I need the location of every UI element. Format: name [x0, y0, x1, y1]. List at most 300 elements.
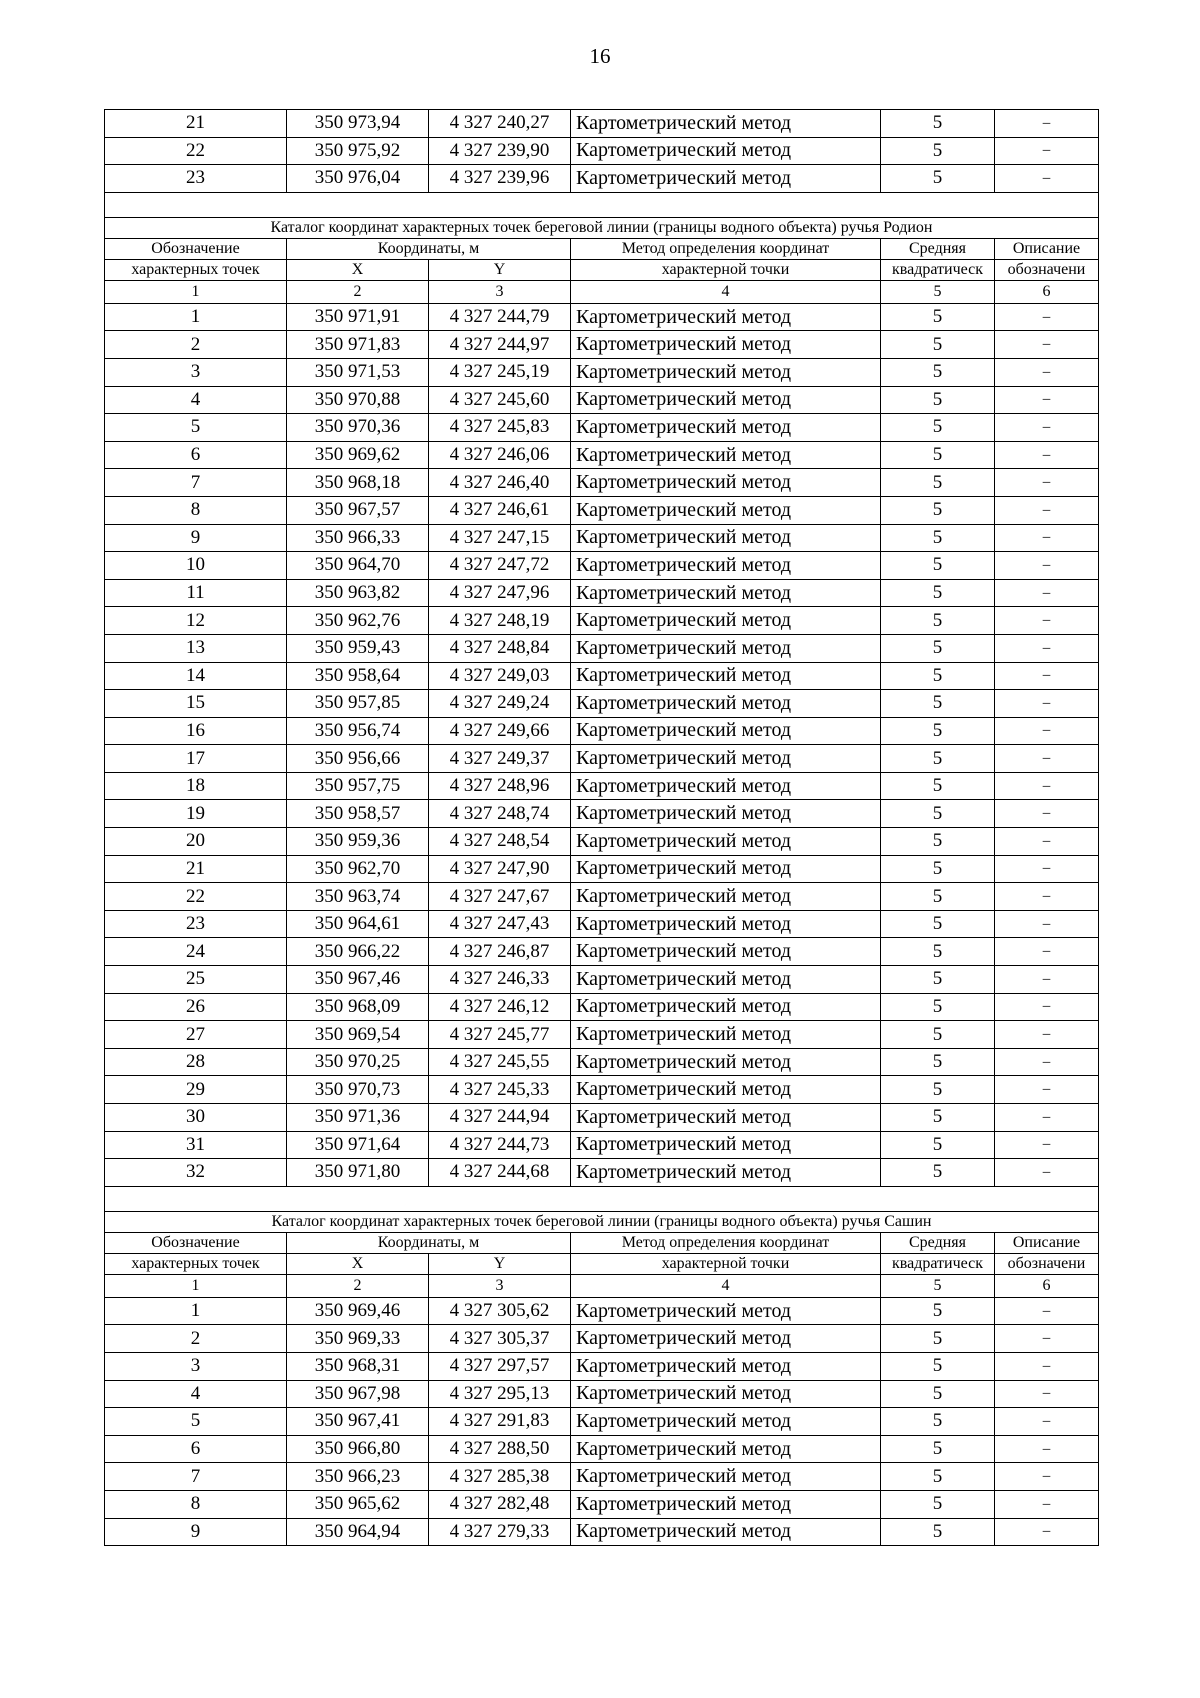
column-number: 4: [571, 1274, 881, 1297]
description-cell: –: [995, 1131, 1099, 1159]
table-row: [105, 137, 1099, 165]
method-cell: Картометрический метод: [571, 165, 881, 193]
header-accuracy: Средняя: [881, 1232, 995, 1253]
coordinate-x: 350 969,62: [287, 441, 429, 469]
point-number: 10: [105, 552, 287, 580]
coordinate-x: 350 968,18: [287, 469, 429, 497]
accuracy-cell: 5: [881, 1076, 995, 1104]
description-cell: –: [995, 1408, 1099, 1436]
description-cell: –: [995, 386, 1099, 414]
accuracy-cell: 5: [881, 607, 995, 635]
accuracy-cell: 5: [881, 110, 995, 138]
method-cell: Картометрический метод: [571, 966, 881, 994]
coordinate-x: 350 962,70: [287, 855, 429, 883]
table-row: [105, 690, 1099, 718]
table-row: [105, 1325, 1099, 1353]
description-cell: –: [995, 607, 1099, 635]
spacer-cell: [105, 1186, 1099, 1211]
coordinate-x: 350 964,94: [287, 1518, 429, 1546]
point-number: 30: [105, 1104, 287, 1132]
point-number: 14: [105, 662, 287, 690]
description-cell: –: [995, 828, 1099, 856]
accuracy-cell: 5: [881, 1490, 995, 1518]
table-row: [105, 1131, 1099, 1159]
method-cell: Картометрический метод: [571, 579, 881, 607]
table-row: [105, 441, 1099, 469]
coordinate-x: 350 968,09: [287, 993, 429, 1021]
method-cell: Картометрический метод: [571, 1463, 881, 1491]
table-row: [105, 1490, 1099, 1518]
coordinate-x: 350 964,61: [287, 910, 429, 938]
header-x: X: [287, 259, 429, 280]
table-row: [105, 993, 1099, 1021]
coordinate-y: 4 327 248,96: [429, 772, 571, 800]
column-number: 5: [881, 280, 995, 303]
description-cell: –: [995, 634, 1099, 662]
table-row: [105, 1463, 1099, 1491]
point-number: 22: [105, 137, 287, 165]
coordinate-x: 350 970,73: [287, 1076, 429, 1104]
method-cell: Картометрический метод: [571, 883, 881, 911]
method-cell: Картометрический метод: [571, 690, 881, 718]
accuracy-cell: 5: [881, 1352, 995, 1380]
coordinate-y: 4 327 249,03: [429, 662, 571, 690]
column-number: 2: [287, 280, 429, 303]
coordinate-y: 4 327 245,60: [429, 386, 571, 414]
coordinate-y: 4 327 285,38: [429, 1463, 571, 1491]
description-cell: –: [995, 855, 1099, 883]
accuracy-cell: 5: [881, 1380, 995, 1408]
table-row: [105, 1408, 1099, 1436]
point-number: 32: [105, 1159, 287, 1187]
point-number: 6: [105, 441, 287, 469]
table-row: [105, 1048, 1099, 1076]
accuracy-cell: 5: [881, 386, 995, 414]
column-number: 4: [571, 280, 881, 303]
method-cell: Картометрический метод: [571, 524, 881, 552]
section-title: Каталог координат характерных точек береговой линии (границы водного объекта) ручья Сашин: [105, 1211, 1099, 1232]
header-description: Описание: [995, 1232, 1099, 1253]
method-cell: Картометрический метод: [571, 993, 881, 1021]
coordinate-y: 4 327 248,74: [429, 800, 571, 828]
coordinate-x: 350 971,80: [287, 1159, 429, 1187]
description-cell: –: [995, 1435, 1099, 1463]
coordinate-y: 4 327 239,96: [429, 165, 571, 193]
coordinate-y: 4 327 247,96: [429, 579, 571, 607]
accuracy-cell: 5: [881, 1408, 995, 1436]
point-number: 18: [105, 772, 287, 800]
accuracy-cell: 5: [881, 1435, 995, 1463]
coordinate-x: 350 959,36: [287, 828, 429, 856]
table-row: [105, 496, 1099, 524]
point-number: 23: [105, 165, 287, 193]
point-number: 19: [105, 800, 287, 828]
page-number: 16: [589, 44, 611, 68]
accuracy-cell: 5: [881, 883, 995, 911]
point-number: 9: [105, 524, 287, 552]
accuracy-cell: 5: [881, 1159, 995, 1187]
coordinate-x: 350 970,88: [287, 386, 429, 414]
method-cell: Картометрический метод: [571, 662, 881, 690]
coordinate-x: 350 970,25: [287, 1048, 429, 1076]
column-number: 3: [429, 280, 571, 303]
coordinate-y: 4 327 245,33: [429, 1076, 571, 1104]
table-row: [105, 772, 1099, 800]
table-row: [105, 1435, 1099, 1463]
method-cell: Картометрический метод: [571, 441, 881, 469]
method-cell: Картометрический метод: [571, 386, 881, 414]
coordinate-x: 350 967,98: [287, 1380, 429, 1408]
coordinate-y: 4 327 246,33: [429, 966, 571, 994]
point-number: 31: [105, 1131, 287, 1159]
method-cell: Картометрический метод: [571, 1408, 881, 1436]
coordinate-y: 4 327 305,37: [429, 1325, 571, 1353]
coordinates-table: [104, 109, 1099, 1546]
description-cell: –: [995, 331, 1099, 359]
coordinate-y: 4 327 244,97: [429, 331, 571, 359]
coordinate-x: 350 956,66: [287, 745, 429, 773]
point-number: 3: [105, 358, 287, 386]
header-y: Y: [429, 1253, 571, 1274]
accuracy-cell: 5: [881, 717, 995, 745]
method-cell: Картометрический метод: [571, 828, 881, 856]
coordinate-x: 350 958,57: [287, 800, 429, 828]
accuracy-cell: 5: [881, 800, 995, 828]
accuracy-cell: 5: [881, 524, 995, 552]
method-cell: Картометрический метод: [571, 331, 881, 359]
description-cell: –: [995, 1518, 1099, 1546]
point-number: 6: [105, 1435, 287, 1463]
description-cell: –: [995, 662, 1099, 690]
accuracy-cell: 5: [881, 358, 995, 386]
coordinate-y: 4 327 245,55: [429, 1048, 571, 1076]
table-row: [105, 331, 1099, 359]
coordinate-y: 4 327 246,87: [429, 938, 571, 966]
method-cell: Картометрический метод: [571, 137, 881, 165]
accuracy-cell: 5: [881, 1463, 995, 1491]
description-cell: –: [995, 966, 1099, 994]
header-designation-2: характерных точек: [105, 259, 287, 280]
accuracy-cell: 5: [881, 1518, 995, 1546]
accuracy-cell: 5: [881, 552, 995, 580]
method-cell: Картометрический метод: [571, 496, 881, 524]
point-number: 12: [105, 607, 287, 635]
section-spacer: [105, 1186, 1099, 1211]
table-row: [105, 469, 1099, 497]
header-designation: Обозначение: [105, 238, 287, 259]
column-number: 1: [105, 280, 287, 303]
coordinate-x: 350 969,33: [287, 1325, 429, 1353]
header-designation-2: характерных точек: [105, 1253, 287, 1274]
header-description: Описание: [995, 238, 1099, 259]
description-cell: –: [995, 1352, 1099, 1380]
point-number: 1: [105, 303, 287, 331]
coordinate-y: 4 327 244,73: [429, 1131, 571, 1159]
point-number: 24: [105, 938, 287, 966]
method-cell: Картометрический метод: [571, 1048, 881, 1076]
coordinate-y: 4 327 246,40: [429, 469, 571, 497]
table-row: [105, 662, 1099, 690]
description-cell: –: [995, 717, 1099, 745]
accuracy-cell: 5: [881, 414, 995, 442]
description-cell: –: [995, 303, 1099, 331]
point-number: 7: [105, 469, 287, 497]
table-row: [105, 552, 1099, 580]
accuracy-cell: 5: [881, 772, 995, 800]
description-cell: –: [995, 137, 1099, 165]
accuracy-cell: 5: [881, 745, 995, 773]
header-row: [105, 259, 1099, 280]
coordinate-x: 350 963,74: [287, 883, 429, 911]
method-cell: Картометрический метод: [571, 1159, 881, 1187]
header-method-2: характерной точки: [571, 1253, 881, 1274]
point-number: 26: [105, 993, 287, 1021]
method-cell: Картометрический метод: [571, 1104, 881, 1132]
method-cell: Картометрический метод: [571, 1518, 881, 1546]
coordinate-y: 4 327 249,24: [429, 690, 571, 718]
point-number: 7: [105, 1463, 287, 1491]
coordinate-x: 350 971,64: [287, 1131, 429, 1159]
method-cell: Картометрический метод: [571, 745, 881, 773]
table-row: [105, 303, 1099, 331]
coordinate-y: 4 327 246,12: [429, 993, 571, 1021]
description-cell: –: [995, 1159, 1099, 1187]
accuracy-cell: 5: [881, 469, 995, 497]
method-cell: Картометрический метод: [571, 1490, 881, 1518]
table-row: [105, 1159, 1099, 1187]
description-cell: –: [995, 441, 1099, 469]
coordinate-y: 4 327 247,43: [429, 910, 571, 938]
spacer-cell: [105, 192, 1099, 217]
accuracy-cell: 5: [881, 579, 995, 607]
coordinate-y: 4 327 248,19: [429, 607, 571, 635]
coordinate-y: 4 327 248,84: [429, 634, 571, 662]
table-row: [105, 938, 1099, 966]
table-row: [105, 1297, 1099, 1325]
method-cell: Картометрический метод: [571, 800, 881, 828]
header-row: [105, 238, 1099, 259]
coordinate-y: 4 327 245,19: [429, 358, 571, 386]
coordinate-y: 4 327 239,90: [429, 137, 571, 165]
method-cell: Картометрический метод: [571, 607, 881, 635]
section-spacer: [105, 192, 1099, 217]
table-row: [105, 855, 1099, 883]
accuracy-cell: 5: [881, 303, 995, 331]
point-number: 9: [105, 1518, 287, 1546]
point-number: 5: [105, 1408, 287, 1436]
table-row: [105, 883, 1099, 911]
description-cell: –: [995, 690, 1099, 718]
method-cell: Картометрический метод: [571, 1297, 881, 1325]
point-number: 4: [105, 386, 287, 414]
description-cell: –: [995, 1076, 1099, 1104]
coordinate-x: 350 971,83: [287, 331, 429, 359]
description-cell: –: [995, 552, 1099, 580]
method-cell: Картометрический метод: [571, 1352, 881, 1380]
header-x: X: [287, 1253, 429, 1274]
column-number: 6: [995, 280, 1099, 303]
description-cell: –: [995, 165, 1099, 193]
coordinate-x: 350 962,76: [287, 607, 429, 635]
coordinate-x: 350 971,53: [287, 358, 429, 386]
header-description-2: обозначени: [995, 259, 1099, 280]
table-row: [105, 1380, 1099, 1408]
table-row: [105, 579, 1099, 607]
coordinate-x: 350 959,43: [287, 634, 429, 662]
point-number: 29: [105, 1076, 287, 1104]
coordinate-x: 350 975,92: [287, 137, 429, 165]
method-cell: Картометрический метод: [571, 358, 881, 386]
header-coordinates: Координаты, м: [287, 1232, 571, 1253]
method-cell: Картометрический метод: [571, 552, 881, 580]
method-cell: Картометрический метод: [571, 772, 881, 800]
header-row: [105, 1253, 1099, 1274]
description-cell: –: [995, 579, 1099, 607]
point-number: 22: [105, 883, 287, 911]
table-row: [105, 414, 1099, 442]
method-cell: Картометрический метод: [571, 634, 881, 662]
point-number: 20: [105, 828, 287, 856]
table-row: [105, 524, 1099, 552]
table-row: [105, 828, 1099, 856]
table-row: [105, 966, 1099, 994]
description-cell: –: [995, 469, 1099, 497]
coordinate-x: 350 957,85: [287, 690, 429, 718]
description-cell: –: [995, 883, 1099, 911]
description-cell: –: [995, 1048, 1099, 1076]
column-number: 5: [881, 1274, 995, 1297]
table-row: [105, 1352, 1099, 1380]
accuracy-cell: 5: [881, 1104, 995, 1132]
description-cell: –: [995, 1325, 1099, 1353]
method-cell: Картометрический метод: [571, 1435, 881, 1463]
method-cell: Картометрический метод: [571, 910, 881, 938]
description-cell: –: [995, 745, 1099, 773]
coordinate-y: 4 327 282,48: [429, 1490, 571, 1518]
method-cell: Картометрический метод: [571, 1021, 881, 1049]
section-title: Каталог координат характерных точек береговой линии (границы водного объекта) ручья Родион: [105, 217, 1099, 238]
coordinate-y: 4 327 245,83: [429, 414, 571, 442]
header-method-2: характерной точки: [571, 259, 881, 280]
coordinate-x: 350 956,74: [287, 717, 429, 745]
coordinate-y: 4 327 246,06: [429, 441, 571, 469]
header-y: Y: [429, 259, 571, 280]
column-number: 3: [429, 1274, 571, 1297]
accuracy-cell: 5: [881, 855, 995, 883]
method-cell: Картометрический метод: [571, 110, 881, 138]
accuracy-cell: 5: [881, 690, 995, 718]
point-number: 11: [105, 579, 287, 607]
table-row: [105, 717, 1099, 745]
point-number: 16: [105, 717, 287, 745]
accuracy-cell: 5: [881, 1048, 995, 1076]
point-number: 17: [105, 745, 287, 773]
column-number: 2: [287, 1274, 429, 1297]
description-cell: –: [995, 1490, 1099, 1518]
section-title-row: [105, 1211, 1099, 1232]
description-cell: –: [995, 1297, 1099, 1325]
coordinate-y: 4 327 248,54: [429, 828, 571, 856]
description-cell: –: [995, 993, 1099, 1021]
table-row: [105, 634, 1099, 662]
coordinate-y: 4 327 288,50: [429, 1435, 571, 1463]
header-method: Метод определения координат: [571, 238, 881, 259]
coordinate-x: 350 967,57: [287, 496, 429, 524]
coordinate-x: 350 967,46: [287, 966, 429, 994]
header-accuracy-2: квадратическ: [881, 1253, 995, 1274]
table-row: [105, 358, 1099, 386]
coordinate-y: 4 327 291,83: [429, 1408, 571, 1436]
coordinate-x: 350 967,41: [287, 1408, 429, 1436]
table-row: [105, 386, 1099, 414]
accuracy-cell: 5: [881, 966, 995, 994]
header-coordinates: Координаты, м: [287, 238, 571, 259]
description-cell: –: [995, 496, 1099, 524]
table-row: [105, 910, 1099, 938]
description-cell: –: [995, 1380, 1099, 1408]
point-number: 25: [105, 966, 287, 994]
coordinate-y: 4 327 249,66: [429, 717, 571, 745]
header-method: Метод определения координат: [571, 1232, 881, 1253]
column-number: 6: [995, 1274, 1099, 1297]
header-description-2: обозначени: [995, 1253, 1099, 1274]
point-number: 28: [105, 1048, 287, 1076]
coordinate-x: 350 963,82: [287, 579, 429, 607]
header-row: [105, 1232, 1099, 1253]
accuracy-cell: 5: [881, 662, 995, 690]
accuracy-cell: 5: [881, 496, 995, 524]
point-number: 13: [105, 634, 287, 662]
description-cell: –: [995, 800, 1099, 828]
accuracy-cell: 5: [881, 938, 995, 966]
header-designation: Обозначение: [105, 1232, 287, 1253]
column-number-row: [105, 280, 1099, 303]
coordinate-x: 350 968,31: [287, 1352, 429, 1380]
description-cell: –: [995, 358, 1099, 386]
coordinate-y: 4 327 247,72: [429, 552, 571, 580]
method-cell: Картометрический метод: [571, 1076, 881, 1104]
point-number: 3: [105, 1352, 287, 1380]
accuracy-cell: 5: [881, 165, 995, 193]
method-cell: Картометрический метод: [571, 414, 881, 442]
coordinate-x: 350 966,23: [287, 1463, 429, 1491]
description-cell: –: [995, 1021, 1099, 1049]
point-number: 15: [105, 690, 287, 718]
description-cell: –: [995, 910, 1099, 938]
coordinate-x: 350 969,46: [287, 1297, 429, 1325]
accuracy-cell: 5: [881, 1297, 995, 1325]
table-row: [105, 1104, 1099, 1132]
accuracy-cell: 5: [881, 993, 995, 1021]
accuracy-cell: 5: [881, 331, 995, 359]
column-number: 1: [105, 1274, 287, 1297]
description-cell: –: [995, 1463, 1099, 1491]
table-row: [105, 745, 1099, 773]
coordinate-x: 350 957,75: [287, 772, 429, 800]
point-number: 2: [105, 1325, 287, 1353]
coordinate-y: 4 327 247,67: [429, 883, 571, 911]
point-number: 21: [105, 855, 287, 883]
coordinate-x: 350 973,94: [287, 110, 429, 138]
table-row: [105, 1518, 1099, 1546]
accuracy-cell: 5: [881, 1325, 995, 1353]
description-cell: –: [995, 524, 1099, 552]
point-number: 23: [105, 910, 287, 938]
accuracy-cell: 5: [881, 1021, 995, 1049]
point-number: 1: [105, 1297, 287, 1325]
coordinate-x: 350 964,70: [287, 552, 429, 580]
table-row: [105, 607, 1099, 635]
